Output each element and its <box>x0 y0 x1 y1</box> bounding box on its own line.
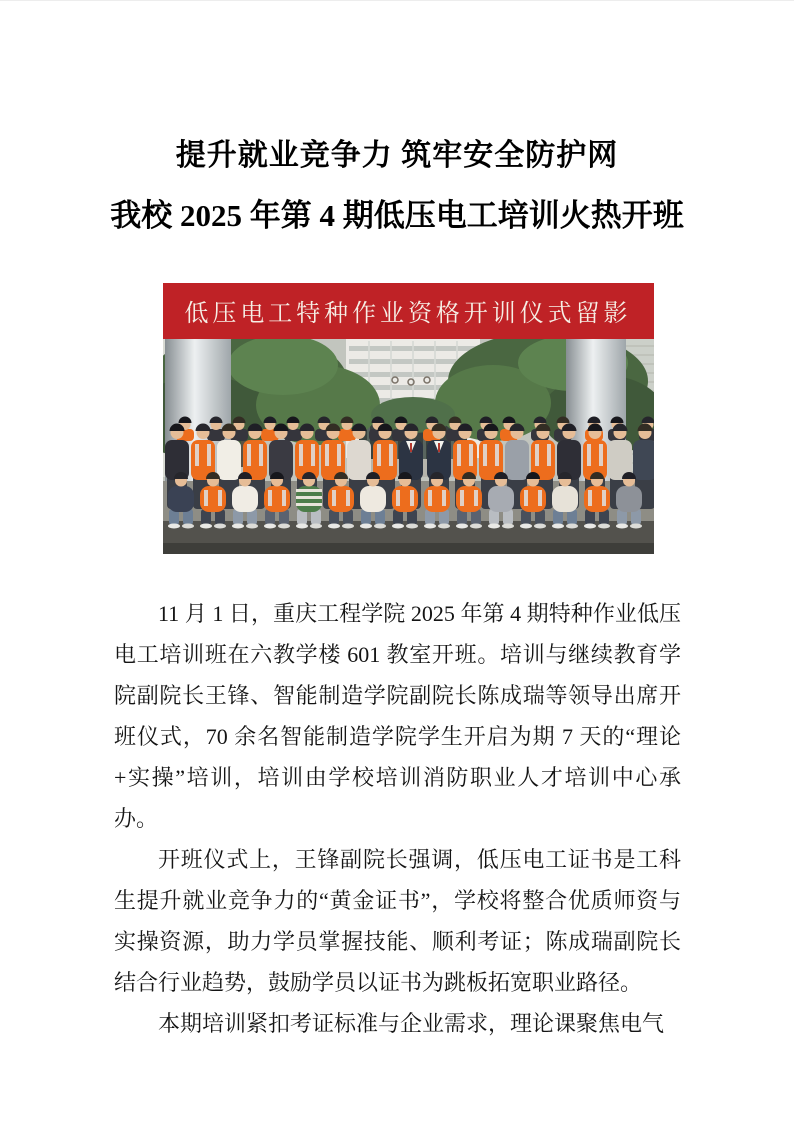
paragraph-3: 本期培训紧扣考证标准与企业需求，理论课聚焦电气 <box>158 1011 665 1036</box>
group-photo-figure <box>163 283 654 554</box>
article-title-line1: 提升就业竞争力 筑牢安全防护网 <box>175 139 619 172</box>
paragraph-2: 开班仪式上，王锋副院长强调，低压电工证书是工科生提升就业竞争力的“黄金证书”，学校将整合优质师资与实操资源，助力学员掌握技能、顺利考证；陈成瑞副院长结合行业趋势，鼓励学员以证书为跳板拓宽职业路径。 <box>114 847 681 995</box>
article-body <box>114 593 681 1044</box>
paragraph-1: 11 月 1 日，重庆工程学院 2025 年第 4 期特种作业低压电工培训班在六教学楼 601 教室开班。培训与继续教育学院副院长王锋、智能制造学院副院长陈成瑞等领导出席开班仪式，70 余名智能制造学院学生开启为期 7 天的“理论+实操”培训，培训由学校培训消防职业人才培训中心承办。 <box>114 601 681 831</box>
article-title-line2: 我校 2025 年第 4 期低压电工培训火热开班 <box>110 198 684 233</box>
photo-banner <box>163 283 654 339</box>
photo-scene <box>163 331 654 554</box>
group-photo <box>163 283 654 554</box>
banner-title: 低压电工特种作业资格开训仪式留影 <box>184 301 633 327</box>
